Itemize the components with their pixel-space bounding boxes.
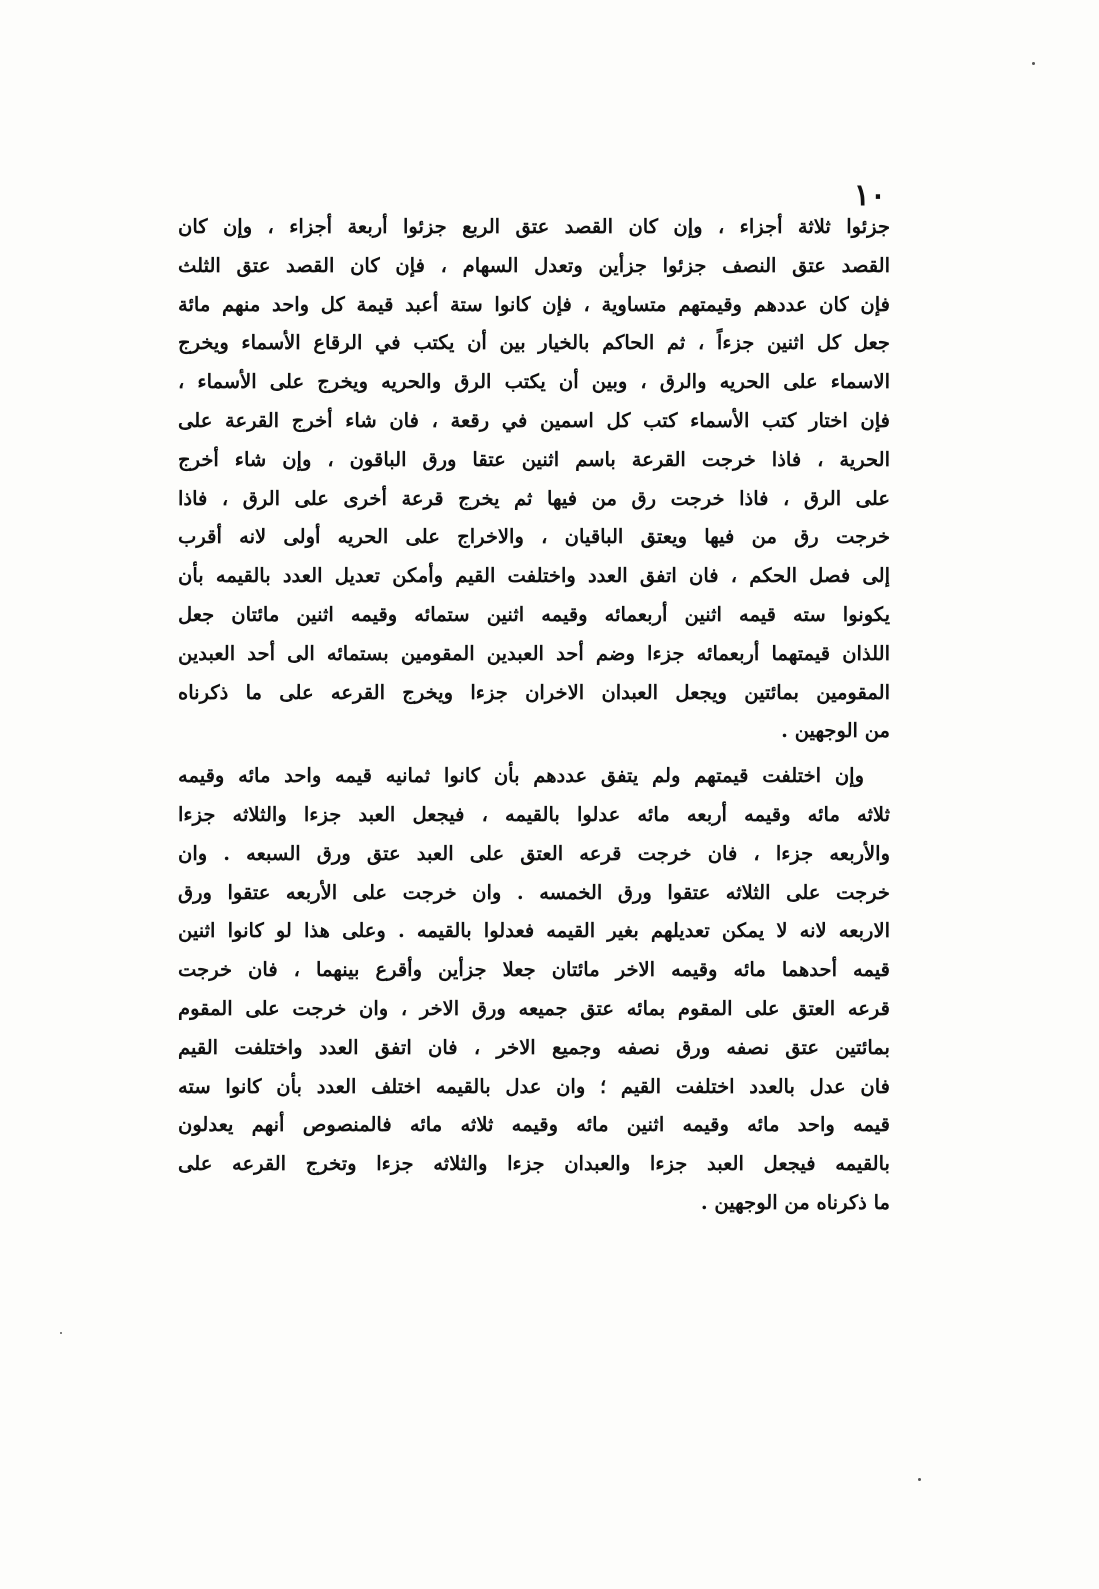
text-line: بمائتين عتق نصفه ورق نصفه وجميع الاخر ، فان اتفق العدد واختلفت القيم — [178, 1035, 890, 1059]
text-line: فإن اختار كتب الأسماء كتب كل اسمين في رقعة ، فان شاء أخرج القرعة على — [178, 408, 890, 432]
text-line: إلى فصل الحكم ، فان اتفق العدد واختلفت القيم وأمكن تعديل العدد بالقيمه بأن — [178, 564, 890, 588]
text-line: على الرق ، فاذا خرجت رق من فيها ثم يخرج قرعة أخرى على الرق ، فاذا — [178, 486, 890, 510]
text-line: الاسماء على الحريه والرق ، وبين أن يكتب الرق والحريه ويخرج على الأسماء ، — [178, 370, 890, 394]
text-line: بالقيمه فيجعل العبد جزءا والعبدان جزءا والثلاثه جزءا وتخرج القرعه على — [178, 1152, 890, 1176]
text-line: الحرية ، فاذا خرجت القرعة باسم اثنين عتقا ورق الباقون ، وإن شاء أخرج — [178, 447, 890, 471]
text-line: خرجت على الثلاثه عتقوا ورق الخمسه . وان خرجت على الأربعه عتقوا ورق — [178, 880, 890, 904]
text-line: جعل كل اثنين جزءاً ، ثم الحاكم بالخيار بين أن يكتب في الرقاع الأسماء ويخرج — [178, 331, 890, 355]
text-line: المقومين بمائتين ويجعل العبدان الاخران جزءا ويخرج القرعه على ما ذكرناه — [178, 680, 890, 704]
text-line: من الوجهين . — [781, 719, 890, 743]
text-line: والأربعه جزءا ، فان خرجت قرعه العتق على العبد عتق ورق السبعه . وان — [178, 841, 890, 865]
text-line: فان عدل بالعدد اختلفت القيم ؛ وان عدل بالقيمه اختلف العدد بأن كانوا سته — [178, 1074, 890, 1098]
text-line: خرجت رق من فيها ويعتق الباقيان ، والاخراج على الحريه أولى لانه أقرب — [178, 525, 890, 549]
text-line: قيمه واحد مائه وقيمه اثنين مائه وقيمه ثلاثه مائه فالمنصوص أنهم يعدلون — [178, 1113, 890, 1137]
text-line: القصد عتق النصف جزئوا جزأين وتعدل السهام ، فإن كان القصد عتق الثلث — [178, 253, 890, 277]
scan-speck — [60, 1332, 62, 1334]
page-number: ١٠ — [853, 178, 886, 213]
text-line: الاربعه لانه لا يمكن تعديلهم بغير القيمه فعدلوا بالقيمه . وعلى هذا لو كانوا اثنين — [178, 919, 890, 943]
scan-speck — [1032, 62, 1035, 65]
body-text — [178, 208, 890, 1223]
paragraph — [178, 757, 890, 1223]
paragraph — [178, 208, 890, 751]
scan-speck — [918, 1478, 921, 1481]
text-line: جزئوا ثلاثة أجزاء ، وإن كان القصد عتق الربع جزئوا أربعة أجزاء ، وإن كان — [178, 215, 890, 238]
text-line: وإن اختلفت قيمتهم ولم يتفق عددهم بأن كانوا ثمانيه قيمه واحد مائه وقيمه — [178, 764, 864, 788]
text-line: ما ذكرناه من الوجهين . — [700, 1190, 890, 1214]
text-line: اللذان قيمتهما أربعمائه جزءا وضم أحد العبدين المقومين بستمائه الى أحد العبدين — [178, 641, 890, 665]
text-line: قيمه أحدهما مائه وقيمه الاخر مائتان جعلا جزأين وأقرع بينهما ، فان خرجت — [178, 958, 890, 982]
text-line: فإن كان عددهم وقيمتهم متساوية ، فإن كانوا ستة أعبد قيمة كل واحد منهم مائة — [178, 292, 890, 316]
text-line: ثلاثه مائه وقيمه أربعه مائه عدلوا بالقيمه ، فيجعل العبد جزءا والثلاثه جزءا — [178, 802, 890, 826]
text-line: يكونوا سته قيمه اثنين أربعمائه وقيمه اثنين ستمائه وقيمه اثنين مائتان جعل — [178, 602, 890, 626]
text-line: قرعه العتق على المقوم بمائه عتق جميعه ورق الاخر ، وان خرجت على المقوم — [178, 996, 890, 1020]
